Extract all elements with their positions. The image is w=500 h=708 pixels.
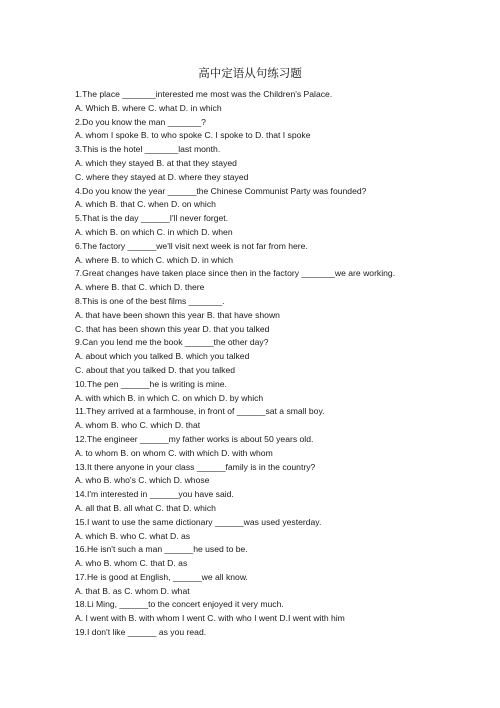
question-text: 2.Do you know the man _______? [75, 116, 206, 127]
question-text: 14.I'm interested in ______you have said. [75, 489, 234, 500]
answer-options: A. where B. that C. which D. there [75, 282, 205, 293]
answer-options: A. with which B. in which C. on which D. by which [75, 392, 264, 403]
answer-options: A. that B. as C. whom D. what [75, 585, 190, 596]
question-list [75, 88, 495, 640]
question-text: 19.I don't like ______ as you read. [75, 627, 207, 638]
question-text: 6.The factory ______we'll visit next week is not far from here. [75, 240, 308, 251]
question-text: 7.Great changes have taken place since then in the factory _______we are working. [75, 268, 396, 279]
answer-options: A. about which you talked B. which you talked [75, 351, 250, 362]
answer-options: A. that have been shown this year B. that have shown [75, 309, 280, 320]
answer-options: A. I went with B. with whom I went C. with who I went D.I went with him [75, 613, 345, 624]
answer-options: A. which B. on which C. in which D. when [75, 226, 233, 237]
answer-options: C. where they stayed at D. where they stayed [75, 171, 249, 182]
answer-options: A. whom B. who C. which D. that [75, 420, 201, 431]
answer-options: C. that has been shown this year D. that you talked [75, 323, 270, 334]
question-text: 15.I want to use the same dictionary ______was used yesterday. [75, 516, 322, 527]
answer-options: A. Which B. where C. what D. in which [75, 102, 222, 113]
answer-options: A. to whom B. on whom C. with which D. with whom [75, 447, 273, 458]
answer-options: C. about that you talked D. that you talked [75, 364, 236, 375]
answer-options: A. whom I spoke B. to who spoke C. I spoke to D. that I spoke [75, 130, 311, 141]
page-title: 高中定语从句练习题 [198, 66, 302, 80]
question-text: 11.They arrived at a farmhouse, in front of ______sat a small boy. [75, 406, 325, 417]
question-text: 1.The place _______interested me most was the Children's Palace. [75, 89, 333, 99]
answer-options: A. who B. whom C. that D. as [75, 558, 188, 569]
question-text: 4.Do you know the year ______the Chinese Communist Party was founded? [75, 185, 367, 196]
question-text: 8.This is one of the best films _______. [75, 295, 225, 306]
answer-options: A. which B. that C. when D. on which [75, 199, 216, 210]
answer-options: A. all that B. all what C. that D. which [75, 502, 216, 513]
answer-options: A. which B. who C. what D. as [75, 530, 191, 541]
question-text: 10.The pen ______he is writing is mine. [75, 378, 227, 389]
answer-options: A. where B. to which C. which D. in which [75, 254, 234, 265]
answer-options: A. which they stayed B. at that they stayed [75, 157, 237, 168]
question-text: 3.This is the hotel _______last month. [75, 144, 221, 155]
question-text: 9.Can you lend me the book ______the other day? [75, 337, 269, 348]
question-text: 5.That is the day ______I'll never forget. [75, 213, 229, 224]
question-text: 18.Li Ming, ______to the concert enjoyed it very much. [75, 599, 284, 610]
question-text: 13.It there anyone in your class ______family is in the country? [75, 461, 316, 472]
question-text: 17.He is good at English, ______we all know. [75, 571, 248, 582]
answer-options: A. who B. who's C. which D. whose [75, 475, 210, 486]
question-text: 12.The engineer ______my father works is about 50 years old. [75, 433, 314, 444]
question-text: 16.He isn't such a man ______he used to be. [75, 544, 248, 555]
